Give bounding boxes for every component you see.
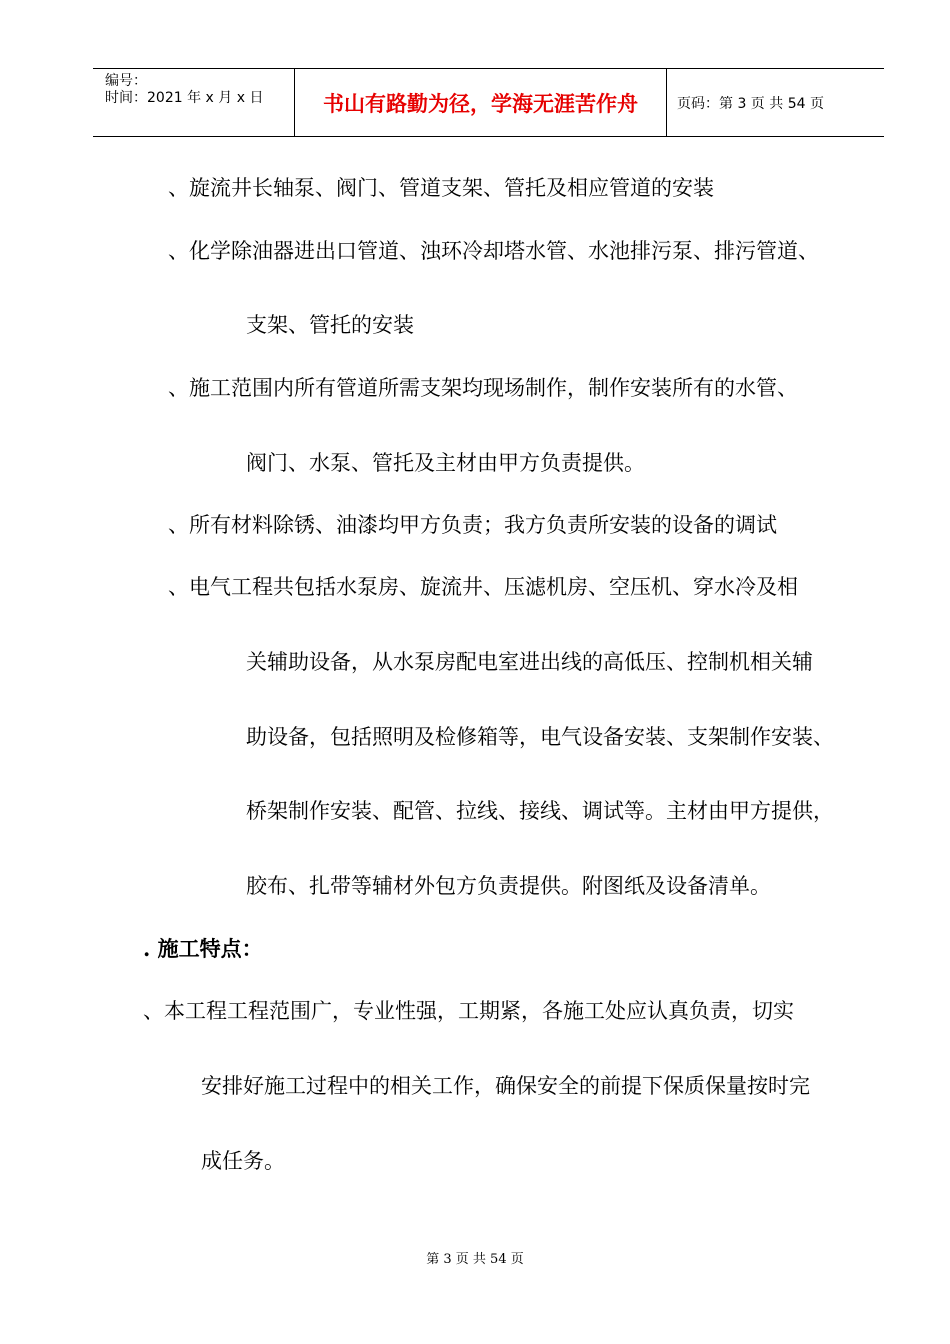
body-line: 、本工程工程范围广，专业性强，工期紧，各施工处应认真负责，切实 <box>143 999 794 1023</box>
section-heading: . 施工特点： <box>143 936 263 961</box>
document-number: 编号： <box>105 73 147 89</box>
body-line: 、施工范围内所有管道所需支架均现场制作，制作安装所有的水管、 <box>168 376 798 400</box>
body-line: 胶布、扎带等辅材外包方负责提供。附图纸及设备清单。 <box>246 874 771 898</box>
body-line: 、化学除油器进出口管道、浊环冷却塔水管、水池排污泵、排污管道、 <box>168 239 819 263</box>
body-line: 关辅助设备，从水泵房配电室进出线的高低压、控制机相关辅 <box>246 650 813 674</box>
body-line: 、旋流井长轴泵、阀门、管道支架、管托及相应管道的安装 <box>168 176 714 200</box>
body-line: 成任务。 <box>201 1149 285 1173</box>
header-motto: 书山有路勤为径，学海无涯苦作舟 <box>295 69 667 136</box>
body-line: 安排好施工过程中的相关工作，确保安全的前提下保质保量按时完 <box>201 1074 810 1098</box>
body-line: 支架、管托的安装 <box>246 313 414 337</box>
header-meta <box>93 69 295 136</box>
body-line: 阀门、水泵、管托及主材由甲方负责提供。 <box>246 451 645 475</box>
body-line: 、电气工程共包括水泵房、旋流井、压滤机房、空压机、穿水冷及相 <box>168 575 798 599</box>
header-page-info: 页码：第 3 页 共 54 页 <box>677 95 824 112</box>
page-header <box>93 68 884 137</box>
page-footer: 第 3 页 共 54 页 <box>426 1252 524 1267</box>
document-date: 时间：2021 年 x 月 x 日 <box>105 90 264 106</box>
body-line: 桥架制作安装、配管、拉线、接线、调试等。主材由甲方提供， <box>246 799 834 823</box>
body-line: 、所有材料除锈、油漆均甲方负责；我方负责所安装的设备的调试 <box>168 513 777 537</box>
body-line: 助设备，包括照明及检修箱等，电气设备安装、支架制作安装、 <box>246 725 834 749</box>
